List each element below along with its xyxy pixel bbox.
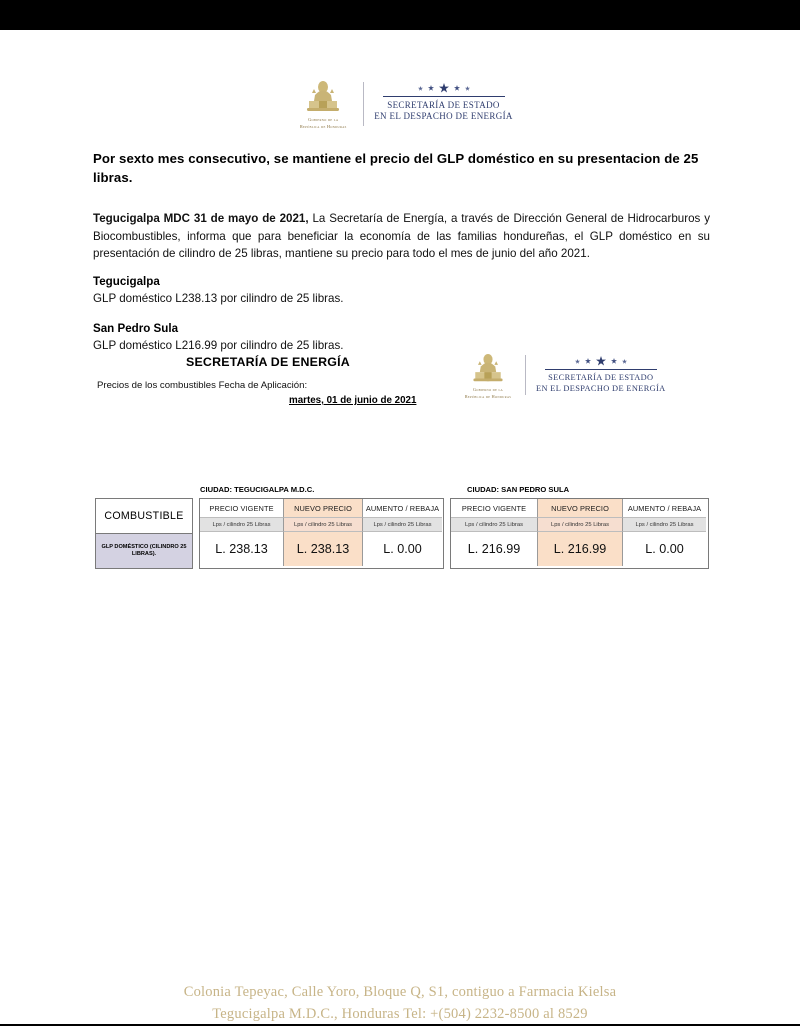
value-precio-vigente: L. 238.13 (200, 532, 283, 566)
letterhead (0, 78, 800, 130)
wordmark-rule (545, 369, 657, 370)
city-price-line: GLP doméstico L216.99 por cilindro de 25 libras. (93, 339, 344, 353)
city-name: Tegucigalpa (93, 275, 160, 288)
intro-paragraph (93, 210, 710, 263)
star-icon (439, 83, 449, 93)
star-icon (596, 356, 606, 366)
col-header-precio-vigente: PRECIO VIGENTE (200, 499, 283, 517)
col-subheader-unit: Lps / cilindro 25 Libras (451, 517, 537, 532)
stars-row (575, 355, 627, 367)
city-band-row (95, 485, 711, 497)
fuel-column-header: COMBUSTIBLE (96, 499, 192, 534)
crest-caption-line2: República de Honduras (464, 393, 512, 399)
intro-body-text: La Secretaría de Energía, a través de Dirección General de Hidrocarburos y Biocombustibles, informa que para beneficiar la economía de las familias hondureñas, el GLP doméstico en su presentación de cilindro de 25 libras, mantiene su precio para todo el mes de junio del año 2021. (93, 212, 710, 261)
city-block-tegucigalpa (93, 273, 593, 308)
value-nuevo-precio: L. 238.13 (283, 532, 362, 566)
col-subheader-unit: Lps / cilindro 25 Libras (622, 517, 706, 532)
dateline: Tegucigalpa MDC 31 de mayo de 2021, (93, 212, 309, 225)
table-row (451, 532, 708, 566)
government-crest (455, 351, 521, 399)
sheet-letterhead (455, 351, 666, 399)
star-icon (465, 86, 470, 91)
city-band-san-pedro-sula: CIUDAD: SAN PEDRO SULA (467, 485, 570, 494)
header-row (451, 499, 708, 517)
star-icon (418, 86, 423, 91)
col-subheader-unit: Lps / cilindro 25 Libras (283, 517, 362, 532)
value-precio-vigente: L. 216.99 (451, 532, 537, 566)
footer-contact-line: Tegucigalpa M.D.C., Honduras Tel: +(504) 2232-8500 al 8529 (212, 1005, 588, 1022)
star-icon (575, 359, 580, 364)
crest-caption-line2: República de Honduras (299, 123, 347, 129)
star-icon (622, 359, 627, 364)
page-title: Por sexto mes consecutivo, se mantiene el precio del GLP doméstico en su presentacion de 25 libras. (93, 151, 699, 185)
header-row (200, 499, 443, 517)
col-header-aumento-rebaja: AUMENTO / REBAJA (362, 499, 442, 517)
ministry-wordmark (536, 351, 666, 394)
fuel-row-label: GLP DOMÉSTICO (CILINDRO 25 LIBRAS). (96, 534, 192, 568)
stars-row (418, 82, 470, 94)
fuel-column (95, 498, 193, 569)
col-subheader-unit: Lps / cilindro 25 Libras (537, 517, 622, 532)
ministry-wordmark (374, 78, 513, 123)
city-name: San Pedro Sula (93, 322, 179, 335)
ministry-line-1: SECRETARÍA DE ESTADO (548, 373, 654, 382)
table-body (95, 498, 711, 569)
value-aumento-rebaja: L. 0.00 (362, 532, 442, 566)
col-subheader-unit: Lps / cilindro 25 Libras (362, 517, 442, 532)
col-header-nuevo-precio: NUEVO PRECIO (537, 499, 622, 517)
sheet-title: SECRETARÍA DE ENERGÍA (186, 355, 350, 369)
letterhead-divider (525, 355, 526, 395)
page-footer (0, 982, 800, 1026)
col-header-aumento-rebaja: AUMENTO / REBAJA (622, 499, 706, 517)
sheet-application-date: martes, 01 de junio de 2021 (289, 395, 417, 406)
star-icon (428, 85, 434, 91)
star-icon (585, 358, 591, 364)
ministry-line-2: EN EL DESPACHO DE ENERGÍA (374, 111, 513, 122)
government-crest (287, 78, 359, 130)
fuel-price-table (95, 485, 711, 569)
honduras-coat-of-arms-icon (468, 351, 508, 386)
letterhead-divider (363, 82, 364, 126)
value-nuevo-precio: L. 216.99 (537, 532, 622, 566)
crest-caption-line1: Gobierno de la (308, 117, 339, 122)
crest-caption-line1: Gobierno de la (473, 387, 503, 392)
ministry-line-2: EN EL DESPACHO DE ENERGÍA (536, 383, 666, 393)
col-subheader-unit: Lps / cilindro 25 Libras (200, 517, 283, 532)
city-price-line: GLP doméstico L238.13 por cilindro de 25 libras. (93, 292, 344, 306)
honduras-coat-of-arms-icon (301, 78, 345, 116)
col-header-precio-vigente: PRECIO VIGENTE (451, 499, 537, 517)
group-tegucigalpa (199, 498, 444, 569)
ministry-line-1: SECRETARÍA DE ESTADO (387, 100, 500, 110)
subheader-row (200, 517, 443, 532)
table-row (200, 532, 443, 566)
city-band-tegucigalpa: CIUDAD: TEGUCIGALPA M.D.C. (200, 485, 315, 494)
star-icon (611, 358, 617, 364)
city-block-san-pedro-sula (93, 320, 593, 355)
sheet-subtitle: Precios de los combustibles Fecha de Aplicación: (97, 380, 308, 391)
subheader-row (451, 517, 708, 532)
footer-address-line: Colonia Tepeyac, Calle Yoro, Bloque Q, S1, contiguo a Farmacia Kielsa (183, 984, 617, 1000)
star-icon (454, 85, 460, 91)
value-aumento-rebaja: L. 0.00 (622, 532, 706, 566)
document-page (0, 30, 800, 1024)
col-header-nuevo-precio: NUEVO PRECIO (283, 499, 362, 517)
group-san-pedro-sula (450, 498, 709, 569)
wordmark-rule (383, 96, 505, 97)
